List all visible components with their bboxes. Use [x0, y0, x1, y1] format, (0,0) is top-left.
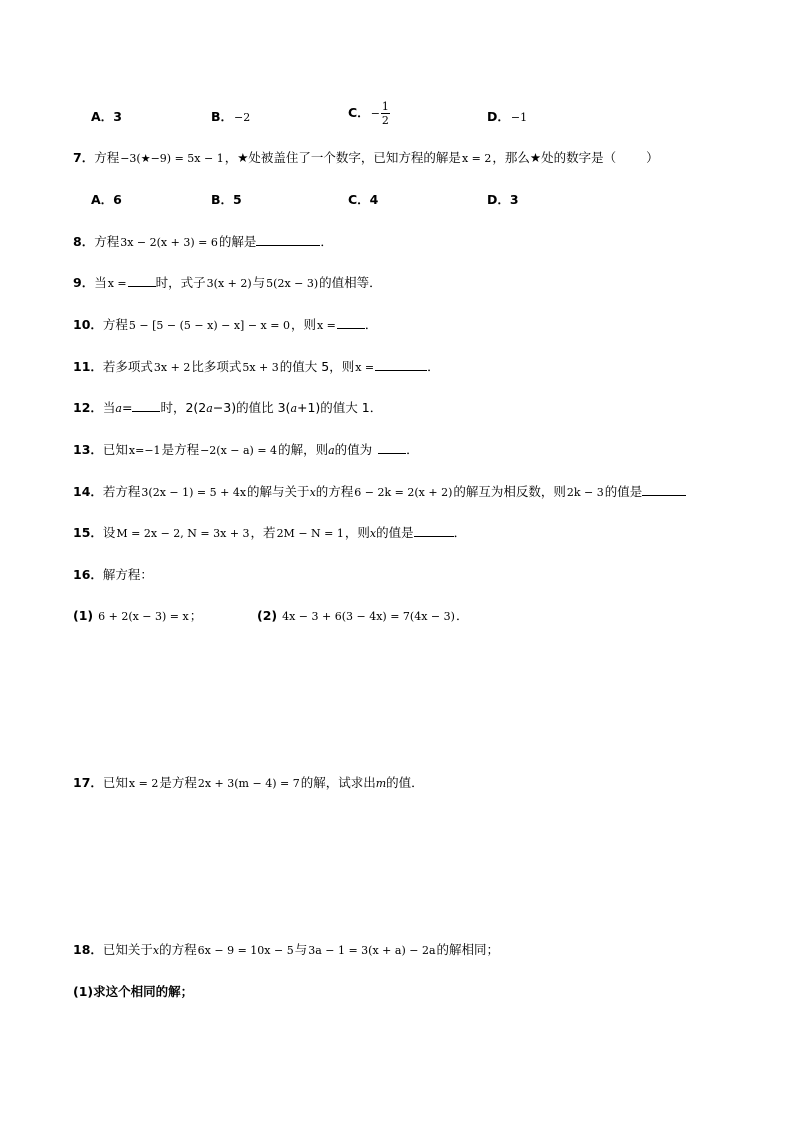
q6-option-b: B．−2: [211, 109, 251, 124]
question-15: 15．设M = 2x − 2, N = 3x + 3，若2M − N = 1，则x的值是 ．: [73, 525, 467, 540]
question-8: 8．方程3x − 2(x + 3) = 6的解是 ．: [73, 234, 333, 249]
question-7: 7．方程−3(★−9) = 5x − 1，★处被盖住了一个数字，已知方程的解是x = 2，那么★处的数字是（ ）: [73, 150, 659, 165]
answer-blank: [337, 316, 365, 329]
q6-option-d: D．−1: [487, 109, 528, 124]
question-14: 14．若方程3(2x − 1) = 5 + 4x的解与关于x的方程6 − 2k = 2(x + 2)的解互为相反数，则2k − 3的值是: [73, 483, 686, 502]
q6-option-c: C．− $\frac{1}{2}$: [348, 100, 389, 127]
fraction-one-half: $\frac{1}{2}$: [381, 100, 389, 127]
answer-blank: [132, 399, 160, 412]
answer-blank: [642, 483, 686, 496]
question-16: 16．解方程：: [73, 567, 153, 582]
answer-blank: [414, 524, 454, 537]
answer-blank: [128, 274, 156, 287]
answer-blank: [378, 441, 406, 454]
question-13: 13．已知x=−1是方程−2(x − a) = 4的解，则a的值为 ．: [73, 442, 419, 457]
question-12: 12．当a= 时，2(2a−3)的值比 3(a+1)的值大 1．: [73, 400, 383, 415]
q16-part-2: (2) 4x − 3 + 6(3 − 4x) = 7(4x − 3)．: [257, 608, 469, 623]
q7-option-d: D．3: [487, 192, 519, 207]
q7-option-a: A．6: [91, 192, 122, 207]
q18-part-1: (1)求这个相同的解；: [73, 984, 194, 999]
question-17: 17．已知x = 2是方程2x + 3(m − 4) = 7的解，试求出m的值．: [73, 775, 424, 790]
question-18: 18．已知关于x的方程6x − 9 = 10x − 5与3a − 1 = 3(x + a) − 2a的解相同；: [73, 942, 500, 957]
q7-option-c: C．4: [348, 192, 379, 207]
question-9: 9．当x = 时，式子3(x + 2)与5(2x − 3)的值相等．: [73, 275, 382, 290]
q16-part-1: (1) 6 + 2(x − 3) = x；: [73, 608, 203, 623]
answer-blank: [256, 233, 320, 246]
answer-blank: [375, 358, 427, 371]
q6-option-a: A．3: [91, 109, 122, 124]
q7-option-b: B．5: [211, 192, 242, 207]
question-10: 10．方程5 − [5 − (5 − x) − x] − x = 0，则x = ．: [73, 317, 378, 332]
question-11: 11．若多项式3x + 2比多项式5x + 3的值大 5，则x = ．: [73, 359, 440, 374]
